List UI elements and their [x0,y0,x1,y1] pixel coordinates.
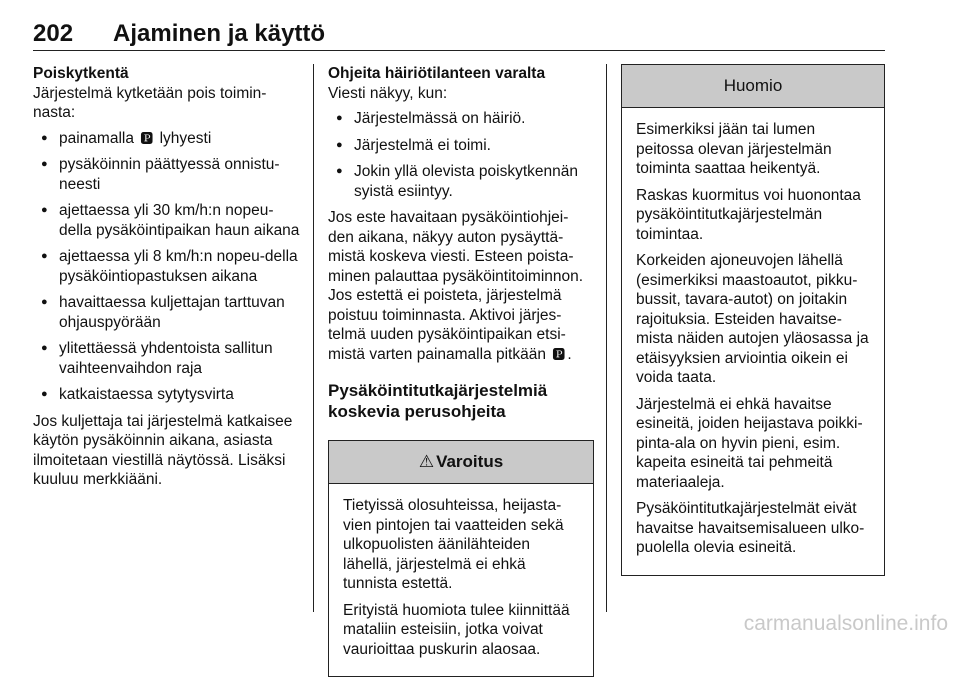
outro-text: Jos kuljettaja tai järjestelmä katkaisee käytön pysäköinnin aikana, asiasta ilmoitetaan viestillä näytössä. Lisäksi kuuluu merkkiääni. [33,412,293,488]
warning-paragraph: Erityistä huomiota tulee kiinnittää mataliin esteisiin, jotka voivat vaurioittaa puskurin alaosaa. [343,601,570,658]
paragraph-text: . [567,345,572,363]
warning-box [328,440,594,677]
list-item: ● Järjestelmässä on häiriö. [328,109,594,129]
list-item: ● ajettaessa yli 8 km/h:n nopeu-della pysäköintiopastuksen aikana [33,247,301,286]
warning-triangle-icon: ⚠ [418,452,435,471]
column-divider [313,64,314,612]
watermark: carmanualsonline.info [743,612,948,635]
list-item: ● Jokin yllä olevista poiskytkennän syistä esiintyy. [328,162,594,201]
parking-assist-icon: 🅿︎ [140,130,154,146]
note-paragraph: Pysäköintitutkajärjestelmät eivät havaitse havaitsemisalueen ulko-puolella olevia esineitä. [636,500,865,556]
parking-assist-icon: 🅿︎ [552,346,566,362]
section-heading-basics: Pysäköintitutkajärjestelmiä koskevia perusohjeita [328,381,548,421]
list-item: ● ylitettäessä yhdentoista sallitun vaihteenvaihdon raja [33,339,301,378]
paragraph-text: Jos este havaitaan pysäköintiohjei-den aikana, näkyy auton pysäyttä-mistä koskeva viesti. Esteen poista-minen palauttaa pysäköintitoiminnon. Jos estettä ei poisteta, järjestelmä poistuu toiminnasta. Aktivoi järjes-telmä uuden pysäköintipaikan etsi-mistä varten painamalla pitkään [328,209,584,363]
fault-conditions-list [328,109,594,201]
warning-box-header [329,441,593,484]
page-header [33,14,885,51]
page-number: 202 [33,20,74,47]
note-title: Huomio [723,76,783,95]
column-2 [328,64,594,677]
note-box [621,64,885,576]
intro-text: Viesti näkyy, kun: [328,84,448,102]
column-3 [621,64,885,576]
section-heading-faults: Ohjeita häiriötilanteen varalta [328,65,546,82]
list-item: ● havaittaessa kuljettajan tarttuvan ohjauspyörään [33,293,301,332]
list-item-text: lyhyesti [159,129,212,147]
warning-title: Varoitus [436,452,504,471]
note-box-body [622,108,884,575]
list-item [33,129,301,149]
intro-text: Järjestelmä kytketään pois toimin-nasta: [33,84,267,121]
column-divider [606,64,607,612]
list-item-text: painamalla [59,129,134,147]
note-paragraph: Esimerkiksi jään tai lumen peitossa olevan järjestelmän toiminta saattaa heikentyä. [636,121,832,177]
list-item: ● katkaistaessa sytytysvirta [33,385,301,405]
list-item: ● pysäköinnin päättyessä onnistu-neesti [33,155,301,194]
note-paragraph: Korkeiden ajoneuvojen lähellä (esimerkiksi maastoautot, pikku-bussit, tavara-autot) on joitakin rajoituksia. Esteiden havaitse-mista näiden autojen yläosassa ja etäisyyksien arviointia oikein ei voida taata. [636,252,869,386]
chapter-title: Ajaminen ja käyttö [113,20,326,47]
section-heading-disable: Poiskytkentä [33,65,129,82]
note-paragraph: Raskas kuormitus voi huonontaa pysäköintitutkajärjestelmän toimintaa. [636,186,861,243]
list-item: ● Järjestelmä ei toimi. [328,136,594,156]
warning-paragraph: Tietyissä olosuhteissa, heijasta-vien pintojen tai vaatteiden sekä ulkopuolisten äänilähteiden lähellä, järjestelmä ei ehkä tunnista estettä. [343,497,564,592]
column-1 [33,64,301,490]
disable-conditions-list [33,129,301,405]
warning-box-body [329,484,593,676]
obstacle-paragraph [328,208,594,364]
note-paragraph: Järjestelmä ei ehkä havaitse esineitä, joiden heijastava poikki-pinta-ala on hyvin pieni, esim. kapeita esineitä tai pehmeitä materiaaleja. [636,395,863,491]
note-box-header [622,65,884,108]
list-item: ● ajettaessa yli 30 km/h:n nopeu-della pysäköintipaikan haun aikana [33,201,301,240]
